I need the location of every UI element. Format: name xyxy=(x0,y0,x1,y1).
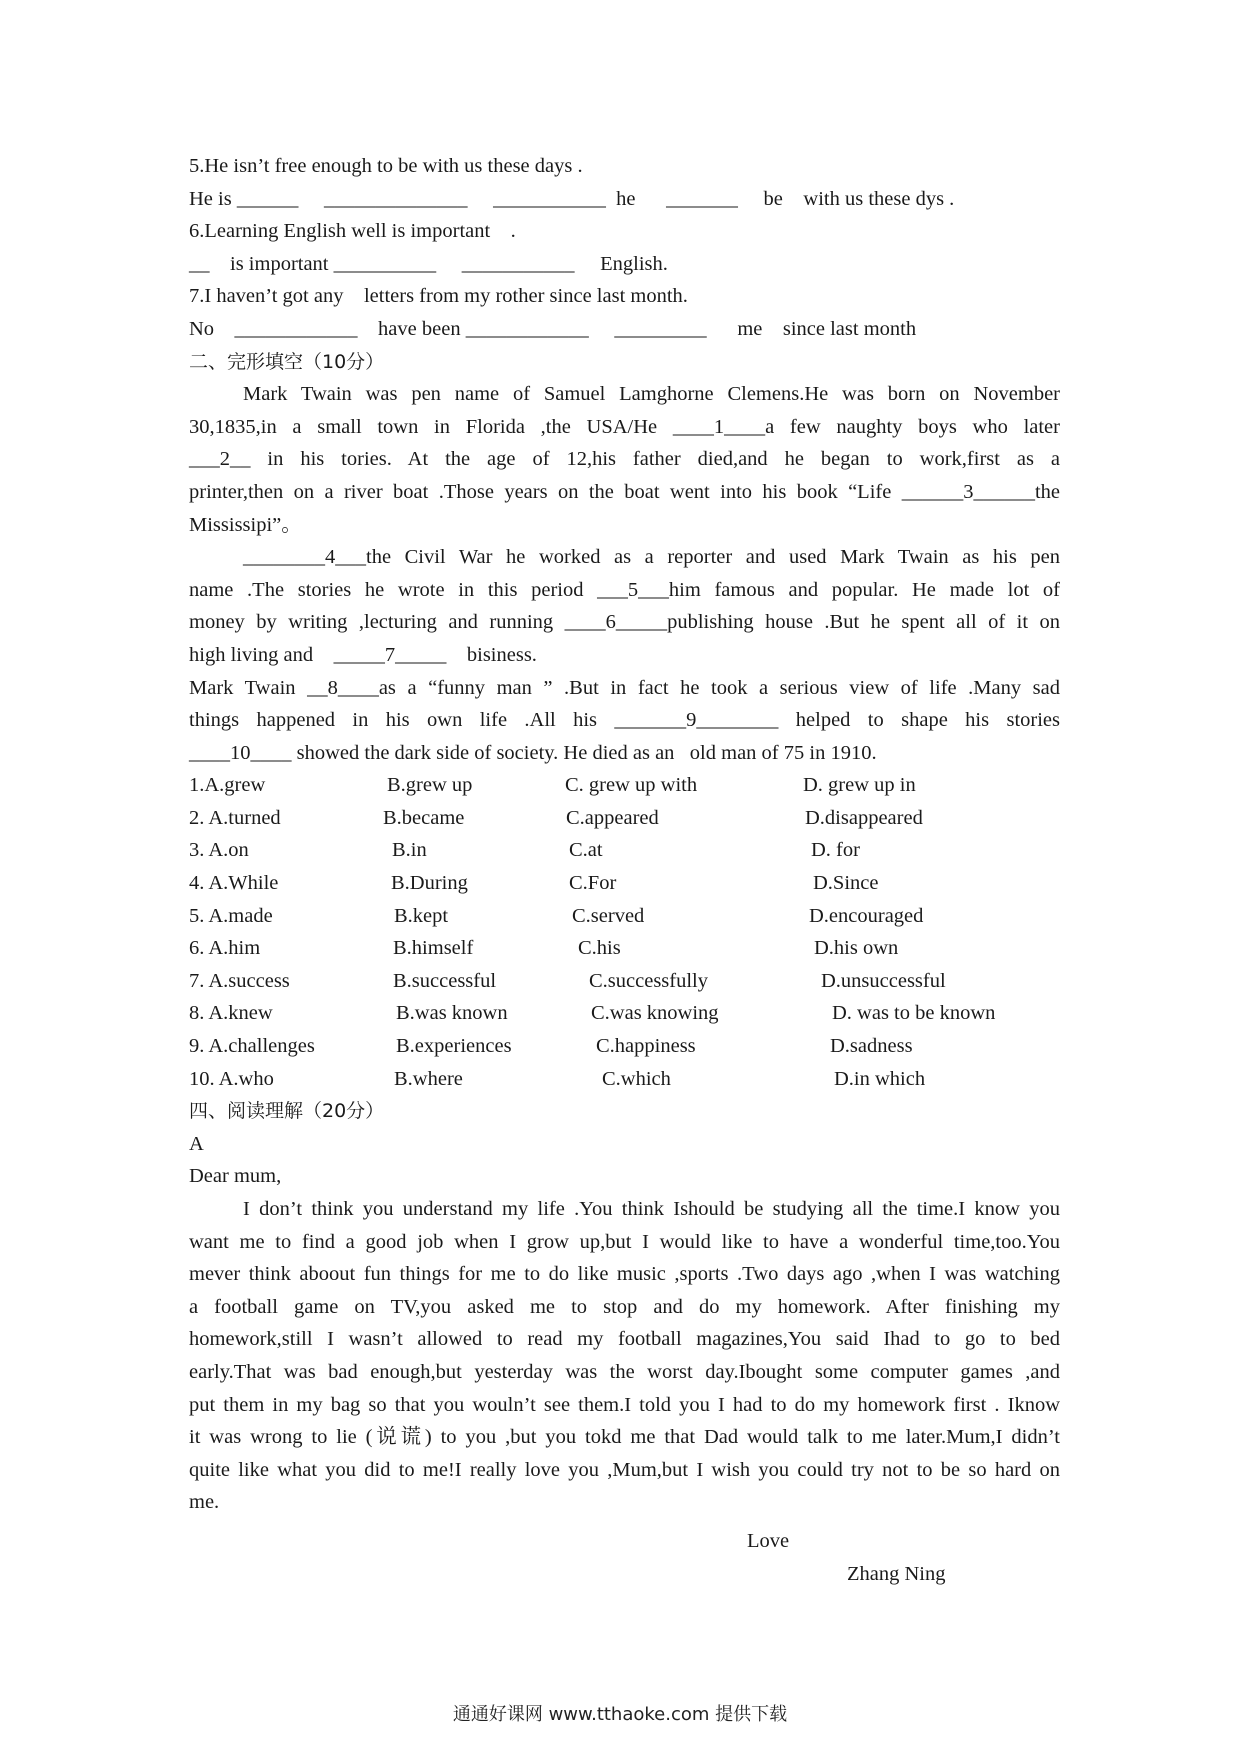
option-b: B.successful xyxy=(393,969,497,992)
option-d: D.his own xyxy=(814,937,899,960)
option-a: 7. A.success xyxy=(189,969,290,992)
option-row xyxy=(189,900,1060,933)
letter-body xyxy=(189,1193,1060,1519)
letter-line: put them in my bag so that you wouln’t see them.I told you I had to do my homework first . Iknow xyxy=(189,1393,1060,1416)
option-row xyxy=(189,932,1060,965)
letter-line: want me to find a good job when I grow up,but I would like to have a wonderful time,too.You xyxy=(189,1230,1060,1253)
option-b: B.became xyxy=(383,806,465,829)
page-footer: 通通好课网 www.tthaoke.com 提供下载 xyxy=(452,1704,788,1725)
cloze-line: printer,then on a river boat .Those years on the boat went into his book “Life ______3______the xyxy=(189,480,1060,503)
transform-line: __ is important __________ ___________ English. xyxy=(189,252,668,275)
cloze-line: ___2__ in his tories. At the age of 12,his father died,and he began to work,first as a xyxy=(189,448,1060,471)
option-a: 2. A.turned xyxy=(189,806,281,829)
sentence-transform-section xyxy=(189,150,1060,346)
option-c: C.appeared xyxy=(566,806,659,829)
option-d: D. for xyxy=(811,839,860,862)
cloze-line: high living and _____7_____ bisiness. xyxy=(189,643,537,666)
option-c: C.served xyxy=(572,904,645,927)
letter-line: early.That was bad enough,but yesterday was the worst day.Ibought some computer games ,and xyxy=(189,1360,1060,1383)
cloze-line: money by writing ,lecturing and running ____6_____publishing house .But he spent all of it on xyxy=(189,611,1060,634)
option-row xyxy=(189,769,1060,802)
letter-line: homework,still I wasn’t allowed to read my football magazines,You said Ihad to go to bed xyxy=(189,1328,1060,1351)
letter-line: quite like what you did to me!I really love you ,Mum,but I wish you could try not to be so hard on xyxy=(189,1458,1060,1481)
option-c: C.which xyxy=(602,1067,671,1090)
transform-line: 7.I haven’t got any letters from my rother since last month. xyxy=(189,285,688,308)
transform-line: 6.Learning English well is important . xyxy=(189,220,516,243)
cloze-line: ____10____ showed the dark side of society. He died as an old man of 75 in 1910. xyxy=(189,741,877,764)
option-b: B.in xyxy=(392,839,427,862)
option-c: C.successfully xyxy=(589,969,708,992)
option-row xyxy=(189,1063,1060,1096)
cloze-line: Mississipi”。 xyxy=(189,513,302,536)
cloze-line: things happened in his own life .All his _______9________ helped to shape his stories xyxy=(189,709,1060,732)
option-c: C.For xyxy=(569,872,617,895)
option-d: D.unsuccessful xyxy=(821,969,946,992)
cloze-line: 30,1835,in a small town in Florida ,the USA/He ____1____a few naughty boys who later xyxy=(189,415,1060,438)
letter-line: I don’t think you understand my life .You think Ishould be studying all the time.I know you xyxy=(243,1198,1060,1220)
option-d: D.encouraged xyxy=(809,904,924,927)
passage-label: A xyxy=(189,1132,204,1155)
option-a: 4. A.While xyxy=(189,872,279,895)
option-d: D. was to be known xyxy=(832,1002,996,1025)
transform-line: 5.He isn’t free enough to be with us these days . xyxy=(189,155,583,177)
option-row xyxy=(189,997,1060,1030)
section-title-cloze: 二、完形填空（10分） xyxy=(189,350,385,373)
option-b: B.himself xyxy=(393,937,474,960)
cloze-line: name .The stories he wrote in this period ___5___him famous and popular. He made lot of xyxy=(189,578,1060,601)
letter-line: me. xyxy=(189,1491,220,1514)
option-row xyxy=(189,965,1060,998)
option-b: B.was known xyxy=(396,1002,508,1025)
letter-greeting: Dear mum, xyxy=(189,1165,282,1188)
option-b: B.where xyxy=(394,1067,463,1090)
option-row xyxy=(189,834,1060,867)
letter-line: mever think aboout fun things for me to do like music ,sports .Two days ago ,when I was watching xyxy=(189,1263,1060,1286)
option-b: B.grew up xyxy=(387,774,473,797)
option-a: 10. A.who xyxy=(189,1067,274,1090)
option-c: C.at xyxy=(569,839,603,862)
transform-line: No ____________ have been ____________ _________ me since last month xyxy=(189,317,917,340)
letter-line: it was wrong to lie (说谎) to you ,but you tokd me that Dad would talk to me later.Mum,I didn’t xyxy=(189,1426,1060,1449)
section-title-reading: 四、阅读理解（20分） xyxy=(189,1100,385,1123)
option-row xyxy=(189,1030,1060,1063)
option-b: B.kept xyxy=(394,904,449,927)
option-d: D.disappeared xyxy=(805,806,923,829)
transform-line: He is ______ ______________ ___________ he _______ be with us these dys . xyxy=(189,187,955,210)
option-c: C.happiness xyxy=(596,1035,696,1058)
option-b: B.experiences xyxy=(396,1035,512,1058)
option-d: D.sadness xyxy=(830,1035,913,1058)
option-a: 6. A.him xyxy=(189,937,261,960)
option-b: B.During xyxy=(391,872,468,895)
option-a: 8. A.knew xyxy=(189,1002,273,1025)
cloze-passage xyxy=(189,378,1060,769)
option-d: D.Since xyxy=(813,872,879,895)
option-c: C. grew up with xyxy=(565,774,698,797)
cloze-line: Mark Twain __8____as a “funny man ” .But in fact he took a serious view of life .Many sad xyxy=(189,676,1060,699)
option-a: 3. A.on xyxy=(189,839,249,862)
option-d: D. grew up in xyxy=(803,774,916,797)
letter-line: a football game on TV,you asked me to stop and do my homework. After finishing my xyxy=(189,1295,1060,1318)
letter-signature: Zhang Ning xyxy=(847,1563,946,1585)
option-c: C.was knowing xyxy=(591,1002,719,1025)
letter-closing: Love xyxy=(747,1530,790,1552)
option-a: 1.A.grew xyxy=(189,774,266,797)
option-d: D.in which xyxy=(834,1067,926,1090)
option-c: C.his xyxy=(578,937,621,960)
cloze-options xyxy=(189,769,1060,1095)
option-a: 5. A.made xyxy=(189,904,273,927)
page-content xyxy=(189,150,1060,1519)
option-a: 9. A.challenges xyxy=(189,1035,315,1058)
cloze-line: ________4___the Civil War he worked as a reporter and used Mark Twain as his pen xyxy=(243,546,1060,569)
cloze-line: Mark Twain was pen name of Samuel Lamghorne Clemens.He was born on November xyxy=(243,383,1060,406)
option-row xyxy=(189,867,1060,900)
option-row xyxy=(189,802,1060,835)
